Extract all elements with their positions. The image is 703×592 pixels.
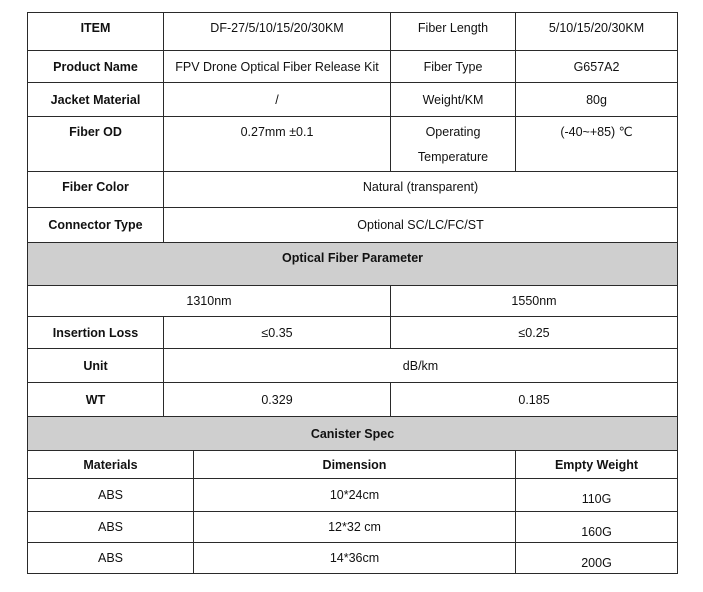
wt-1550: 0.185 [391,383,678,417]
insertion-loss-1310: ≤0.35 [164,317,391,349]
operating-temperature-label [391,117,516,172]
row-optical-header [28,243,678,286]
wt-label: WT [28,383,164,417]
row-insertion-loss [28,317,678,349]
table-row [28,543,678,574]
row-fiber-color [28,172,678,208]
unit-label: Unit [28,349,164,383]
row-canister-columns [28,451,678,479]
row-jacket [28,83,678,117]
operating-temperature-line-1: Operating [425,125,481,139]
row-item [28,13,678,51]
canister-material: ABS [28,512,194,543]
row-unit [28,349,678,383]
canister-weight: 110G [516,479,678,512]
wavelength-1310: 1310nm [28,286,391,317]
operating-temperature-line-2: Temperature [417,150,489,164]
wt-1310: 0.329 [164,383,391,417]
spec-sheet [27,12,677,574]
product-name-label: Product Name [28,51,164,83]
dimension-header: Dimension [194,451,516,479]
connector-label: Connector Type [28,208,164,243]
row-canister-header [28,417,678,451]
insertion-loss-1550: ≤0.25 [391,317,678,349]
optical-parameter-title: Optical Fiber Parameter [28,243,678,286]
canister-weight: 200G [516,543,678,574]
fiber-color-label: Fiber Color [28,172,164,208]
item-label: ITEM [28,13,164,51]
spec-table [27,12,678,574]
weight-label: Weight/KM [391,83,516,117]
materials-header: Materials [28,451,194,479]
row-wt [28,383,678,417]
fiber-od-label: Fiber OD [28,117,164,172]
unit-value: dB/km [164,349,678,383]
row-connector [28,208,678,243]
canister-dimension: 10*24cm [194,479,516,512]
fiber-length-label: Fiber Length [391,13,516,51]
product-name-value: FPV Drone Optical Fiber Release Kit [164,51,391,83]
row-product-name [28,51,678,83]
canister-spec-title: Canister Spec [28,417,678,451]
fiber-od-value: 0.27mm ±0.1 [164,117,391,172]
jacket-label: Jacket Material [28,83,164,117]
fiber-color-value: Natural (transparent) [164,172,678,208]
canister-dimension: 12*32 cm [194,512,516,543]
row-fiber-od [28,117,678,172]
row-wavelength [28,286,678,317]
item-value: DF-27/5/10/15/20/30KM [164,13,391,51]
canister-dimension: 14*36cm [194,543,516,574]
weight-value: 80g [516,83,678,117]
fiber-type-label: Fiber Type [391,51,516,83]
jacket-value: / [164,83,391,117]
fiber-length-value: 5/10/15/20/30KM [516,13,678,51]
insertion-loss-label: Insertion Loss [28,317,164,349]
fiber-type-value: G657A2 [516,51,678,83]
operating-temperature-value: (-40~+85) ℃ [516,117,678,172]
canister-material: ABS [28,543,194,574]
empty-weight-header: Empty Weight [516,451,678,479]
canister-material: ABS [28,479,194,512]
wavelength-1550: 1550nm [391,286,678,317]
connector-value: Optional SC/LC/FC/ST [164,208,678,243]
canister-weight: 160G [516,512,678,543]
table-row [28,479,678,512]
table-row [28,512,678,543]
